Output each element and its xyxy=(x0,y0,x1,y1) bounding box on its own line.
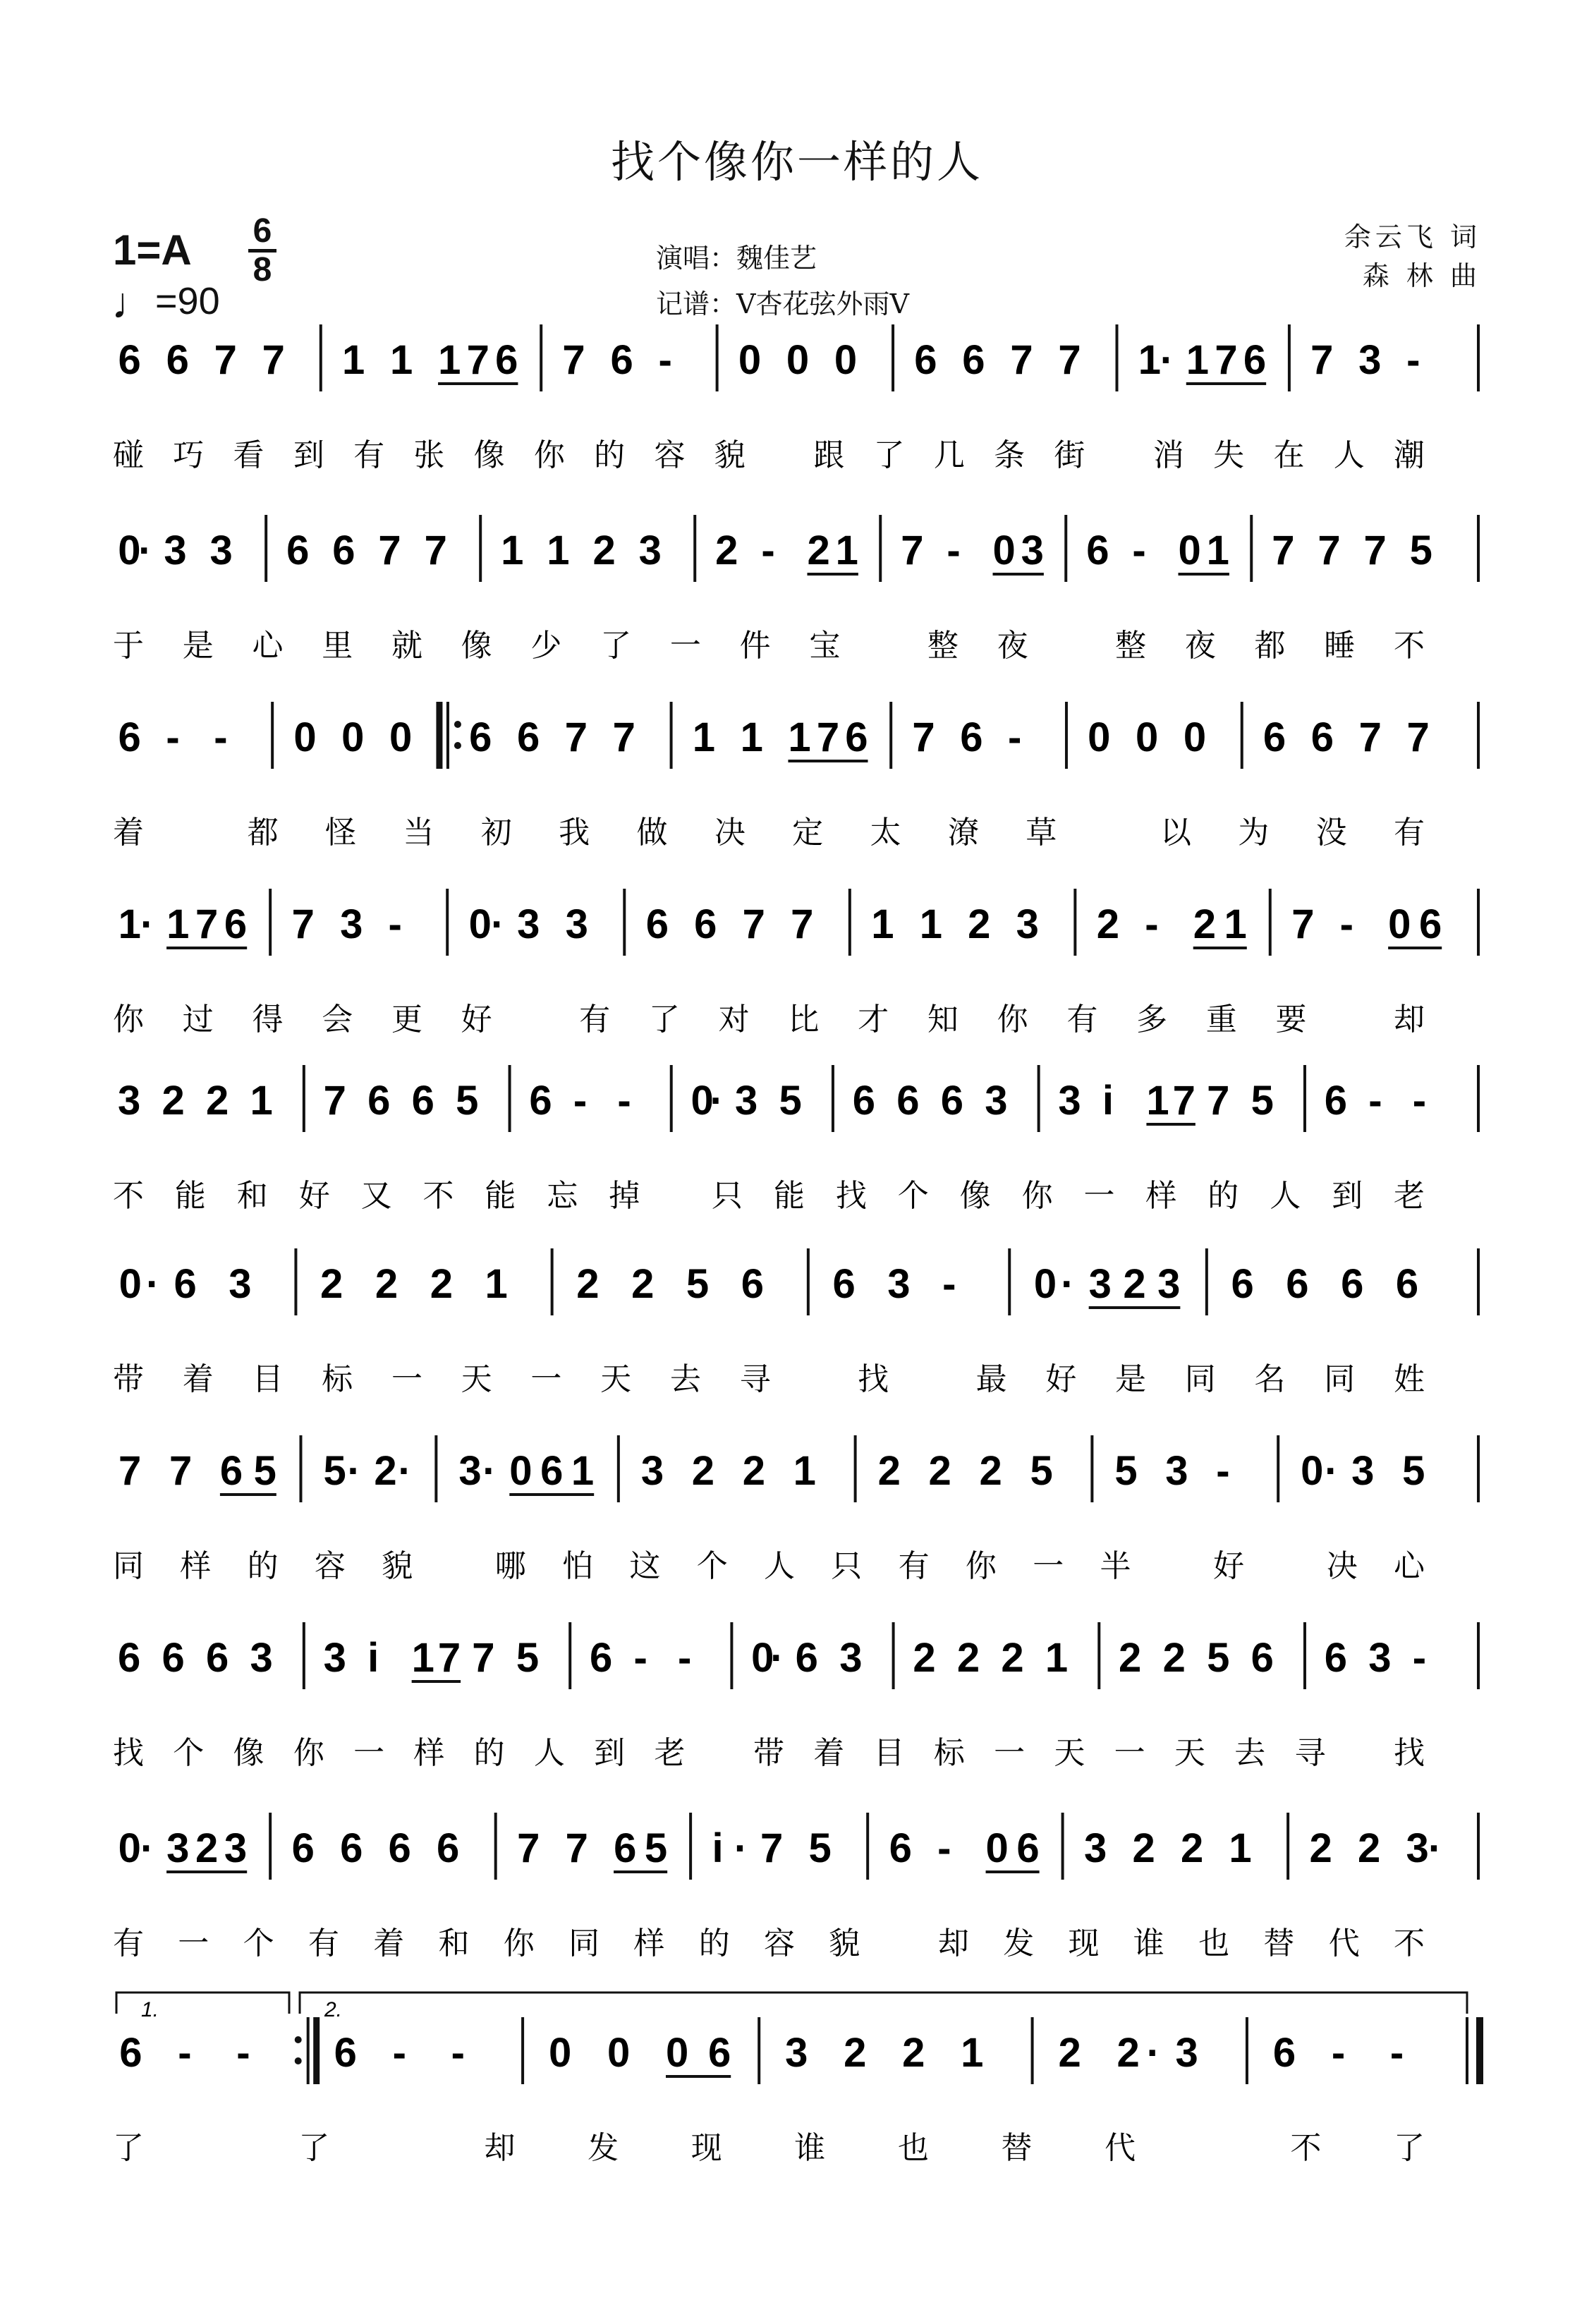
note-group: 6 xyxy=(1263,714,1286,760)
note-group: 1· xyxy=(118,901,154,947)
note-group: 7 xyxy=(118,1448,142,1494)
note-group: 0 xyxy=(1183,714,1207,760)
note-group: 6 xyxy=(940,1078,963,1124)
note-group: - xyxy=(1389,2030,1404,2076)
note-group: 6 xyxy=(205,1635,229,1681)
note-group: 3 xyxy=(1175,2030,1198,2076)
note-group: 21 xyxy=(1193,901,1247,947)
volta-brackets xyxy=(116,1993,1467,2021)
note-group: 1· xyxy=(1138,337,1174,383)
note-group: 2 xyxy=(928,1448,951,1494)
note-group: 6 xyxy=(795,1635,818,1681)
lyrics-line: 碰巧看到有张像你的容貌 跟了几条街 消失在人潮 xyxy=(113,437,1425,473)
note-group: 3 xyxy=(1016,901,1039,947)
note-group: 0· xyxy=(118,528,152,573)
note-group: 6 xyxy=(1272,2030,1296,2076)
note-group: - xyxy=(1368,1078,1382,1124)
score-row xyxy=(113,2017,1480,2166)
note-group: 6 xyxy=(896,1078,920,1124)
note-group: 0· xyxy=(118,1261,160,1307)
note-group: 6 xyxy=(118,337,141,383)
note-group: 6 xyxy=(694,901,717,947)
note-group: - xyxy=(1145,901,1159,947)
note-group: 2 xyxy=(592,528,616,573)
note-group: 061 xyxy=(509,1448,595,1494)
time-signature-bottom: 8 xyxy=(253,251,272,288)
note-group: 0 xyxy=(293,714,317,760)
note-group: 7 xyxy=(1010,337,1033,383)
note-group: - xyxy=(678,1635,692,1681)
note-group: 2 xyxy=(1309,1825,1332,1871)
note-group: 7 xyxy=(517,1825,540,1871)
note-group: 7 xyxy=(378,528,401,573)
note-group: - xyxy=(166,714,180,760)
note-group: 176 xyxy=(438,337,518,383)
note-group: 3 xyxy=(887,1261,911,1307)
note-group: - xyxy=(617,1078,631,1124)
note-group: 2· xyxy=(1117,2030,1160,2076)
note-group: 7 xyxy=(1406,714,1430,760)
note-group: 1 xyxy=(485,1261,508,1307)
note-group: 2 xyxy=(844,2030,867,2076)
note-group: 06 xyxy=(1388,901,1442,947)
note-group: 2 xyxy=(902,2030,925,2076)
note-group: 3 xyxy=(1368,1635,1392,1681)
note-group: 3 xyxy=(640,1448,664,1494)
note-group: 6 xyxy=(962,337,985,383)
note-group: 0 xyxy=(786,337,810,383)
score-row xyxy=(113,889,1478,1038)
note-group: 6 xyxy=(914,337,937,383)
note-group: 6 xyxy=(118,714,141,760)
note-group: 6 xyxy=(340,1825,363,1871)
note-group: 2 xyxy=(205,1078,229,1124)
note-group: 6 xyxy=(174,1261,197,1307)
note-group: 6 xyxy=(119,2030,142,2076)
note-group: 7 xyxy=(562,337,585,383)
note-group: 6 xyxy=(1395,1261,1419,1307)
note-group: 7 xyxy=(760,1825,784,1871)
note-group: 2 xyxy=(979,1448,1002,1494)
note-group: 2 xyxy=(742,1448,765,1494)
note-group: 1 xyxy=(1045,1635,1069,1681)
note-group: 6 xyxy=(117,1635,141,1681)
note-group: 7 xyxy=(1318,528,1341,573)
note-group: 6 xyxy=(291,1825,315,1871)
note-group: 7 xyxy=(1310,337,1334,383)
note-group: 2 xyxy=(1180,1825,1204,1871)
note-group: - xyxy=(1008,714,1022,760)
note-group: i xyxy=(1102,1078,1114,1124)
note-group: 3 xyxy=(1351,1448,1375,1494)
note-group: 7 xyxy=(742,901,765,947)
note-group: 7 xyxy=(612,714,635,760)
repeat-dot xyxy=(295,2057,302,2064)
time-signature-top: 6 xyxy=(253,212,272,250)
note-group: 7 xyxy=(424,528,447,573)
note-group: 6 xyxy=(1086,528,1109,573)
note-group: 5 xyxy=(516,1635,540,1681)
note-group: 7 xyxy=(564,714,588,760)
note-group: 6 xyxy=(889,1825,912,1871)
note-group: 2 xyxy=(913,1635,936,1681)
lyrics-line: 了 了 却发现谁也替代 不了 xyxy=(113,2130,1425,2166)
note-group: 0· xyxy=(118,1825,154,1871)
note-group: 1 xyxy=(740,714,763,760)
note-group: 1 xyxy=(871,901,894,947)
note-group: 2 xyxy=(1001,1635,1024,1681)
note-group: 1 xyxy=(547,528,570,573)
note-group: - xyxy=(942,1261,956,1307)
composer-credit: 森 林 曲 xyxy=(1362,260,1481,291)
note-group: 0· xyxy=(751,1635,784,1681)
repeat-dot xyxy=(454,721,461,728)
note-group: 2 xyxy=(1058,2030,1081,2076)
note-group: 6 xyxy=(469,714,492,760)
score-row xyxy=(113,702,1478,851)
note-group: 3 xyxy=(340,901,363,947)
note-group: - xyxy=(1339,901,1353,947)
note-group: - xyxy=(633,1635,647,1681)
note-group: 0· xyxy=(1033,1261,1075,1307)
note-group: 2 xyxy=(877,1448,901,1494)
note-group: 1 xyxy=(793,1448,816,1494)
note-group: - xyxy=(451,2030,465,2076)
note-group: 176 xyxy=(788,714,868,760)
note-group: 0 xyxy=(1135,714,1159,760)
score-row xyxy=(113,1813,1478,1961)
note-group: 1 xyxy=(501,528,524,573)
note-group: 6 xyxy=(166,337,189,383)
repeat-dot xyxy=(295,2036,302,2043)
note-group: - xyxy=(1216,1448,1230,1494)
volta-label-second: 2. xyxy=(324,1998,343,2021)
note-group: 6 xyxy=(832,1261,856,1307)
note-group: 6 xyxy=(1324,1635,1348,1681)
note-group: 6 xyxy=(960,714,983,760)
note-group: 176 xyxy=(166,901,248,947)
score-row xyxy=(113,1065,1478,1214)
note-group: 323 xyxy=(1088,1261,1181,1307)
note-group: 0 xyxy=(834,337,858,383)
song-title: 找个像你一样的人 xyxy=(610,136,983,188)
note-group: 5 xyxy=(779,1078,802,1124)
note-group: 7 xyxy=(901,528,924,573)
lyrics-line: 带着目标一天一天去寻 找 最好是同名同姓 xyxy=(113,1361,1425,1397)
note-group: - xyxy=(658,337,672,383)
note-group: 3· xyxy=(1406,1825,1442,1871)
note-group: - xyxy=(1132,528,1146,573)
note-group: 2 xyxy=(1119,1635,1142,1681)
note-group: 6 xyxy=(286,528,310,573)
note-group: 5 xyxy=(1114,1448,1138,1494)
note-group: 6 xyxy=(589,1635,613,1681)
note-group: 6 xyxy=(437,1825,460,1871)
note-group: 6 xyxy=(1231,1261,1254,1307)
note-group: 1 xyxy=(919,901,942,947)
note-group: 0 xyxy=(1088,714,1111,760)
note-group: 7 xyxy=(1358,714,1382,760)
note-group: 2 xyxy=(631,1261,655,1307)
score-row xyxy=(113,515,1478,664)
note-group: 7 xyxy=(262,337,285,383)
note-group: - xyxy=(761,528,775,573)
note-group: - xyxy=(214,714,228,760)
note-group: 0 xyxy=(548,2030,572,2076)
note-group: 6 xyxy=(1251,1635,1274,1681)
note-group: 5 xyxy=(1409,528,1432,573)
note-group: 3 xyxy=(1058,1078,1081,1124)
note-group: 6 xyxy=(1341,1261,1364,1307)
note-group: 3 xyxy=(985,1078,1008,1124)
note-group: 2 xyxy=(691,1448,715,1494)
note-group: 2 xyxy=(430,1261,453,1307)
note-group: - xyxy=(947,528,961,573)
note-group: 17 xyxy=(1146,1078,1196,1124)
note-group: 3 xyxy=(117,1078,141,1124)
note-group: 3 xyxy=(1165,1448,1188,1494)
note-group: 7 xyxy=(1272,528,1295,573)
note-group: 5 xyxy=(1207,1635,1230,1681)
note-group: 5 xyxy=(1251,1078,1274,1124)
lyrics-line: 你过得会更好 有了对比才知你有多重要 却 xyxy=(113,1002,1425,1038)
note-group: 6 xyxy=(411,1078,434,1124)
note-group: 2 xyxy=(956,1635,980,1681)
note-group: 2 xyxy=(968,901,991,947)
note-group: 01 xyxy=(1178,528,1229,573)
lyrics-line: 同样的容貌 哪怕这个人只有你一半 好 决心 xyxy=(113,1548,1425,1584)
note-group: 6 xyxy=(334,2030,357,2076)
note-group: 2 xyxy=(375,1261,399,1307)
note-group: 7 xyxy=(1363,528,1387,573)
note-group: 0· xyxy=(690,1078,724,1124)
lyrics-line: 找个像你一样的人到老 带着目标一天一天去寻 找 xyxy=(113,1735,1425,1771)
note-group: 3 xyxy=(785,2030,808,2076)
note-group: 7 xyxy=(1058,337,1081,383)
note-group: - xyxy=(392,2030,406,2076)
note-group: 2 xyxy=(715,528,738,573)
note-group: 3· xyxy=(458,1448,497,1494)
note-group: 6 xyxy=(529,1078,552,1124)
note-group: 3 xyxy=(323,1635,346,1681)
score-row xyxy=(113,324,1478,473)
note-group: 7 xyxy=(912,714,935,760)
lyrics-line: 不能和好又不能忘掉 只能找个像你一样的人到老 xyxy=(113,1178,1425,1214)
note-group: 3 xyxy=(839,1635,863,1681)
note-group: 6 xyxy=(1324,1078,1348,1124)
tempo-value: =90 xyxy=(155,280,220,322)
note-group: 5 xyxy=(456,1078,479,1124)
note-group: 3 xyxy=(517,901,540,947)
note-group: 6 xyxy=(162,1635,185,1681)
note-group: 6 xyxy=(852,1078,875,1124)
note-group: 65 xyxy=(614,1825,668,1871)
score-row xyxy=(113,1435,1478,1584)
note-group: 06 xyxy=(665,2030,731,2076)
note-group: 06 xyxy=(985,1825,1040,1871)
note-group: 3 xyxy=(164,528,187,573)
note-group: - xyxy=(937,1825,951,1871)
note-group: 3 xyxy=(565,901,588,947)
note-group: 5 xyxy=(1402,1448,1425,1494)
note-group: 2 xyxy=(1358,1825,1381,1871)
note-group: 2· xyxy=(374,1448,412,1494)
note-group: 3 xyxy=(735,1078,758,1124)
note-group: 7 xyxy=(323,1078,346,1124)
note-group: 7 xyxy=(1207,1078,1230,1124)
note-group: 0 xyxy=(738,337,762,383)
transcriber-credit: 记谱：V杏花弦外雨V xyxy=(656,288,909,320)
note-group: - xyxy=(1406,337,1420,383)
note-group: 7 xyxy=(472,1635,495,1681)
note-group: - xyxy=(573,1078,588,1124)
quarter-note-icon: ♩ xyxy=(111,279,155,328)
note-group: 3 xyxy=(229,1261,252,1307)
lyrics-line: 有一个有着和你同样的容貌 却发现谁也替代不 xyxy=(113,1925,1425,1961)
note-group: 7 xyxy=(214,337,237,383)
singer-credit: 演唱：魏佳艺 xyxy=(656,243,817,274)
note-group: 1 xyxy=(390,337,413,383)
note-group: 0 xyxy=(607,2030,631,2076)
note-group: 7 xyxy=(791,901,814,947)
note-group: 7 xyxy=(291,901,315,947)
note-group: 2 xyxy=(320,1261,343,1307)
note-group: i xyxy=(367,1635,379,1681)
note-group: 3 xyxy=(638,528,662,573)
note-group: 21 xyxy=(807,528,858,573)
note-group: 7 xyxy=(1291,901,1315,947)
note-group: - xyxy=(388,901,402,947)
note-group: 1 xyxy=(961,2030,984,2076)
note-group: 2 xyxy=(162,1078,185,1124)
note-group: 1 xyxy=(692,714,716,760)
note-group: - xyxy=(1331,2030,1346,2076)
note-group: 6 xyxy=(645,901,669,947)
note-group: 6 xyxy=(610,337,633,383)
note-group: 2 xyxy=(576,1261,600,1307)
note-group: 0· xyxy=(468,901,505,947)
note-group: 7 xyxy=(565,1825,588,1871)
note-group: 0 xyxy=(389,714,413,760)
lyrics-line: 于是心里就像少了一件宝 整夜 整夜都睡不 xyxy=(113,628,1425,664)
note-group: 6 xyxy=(516,714,540,760)
note-group: 0 xyxy=(341,714,365,760)
note-group: 5 xyxy=(686,1261,710,1307)
note-group: - xyxy=(178,2030,192,2076)
note-group: 6 xyxy=(388,1825,411,1871)
note-group: 6 xyxy=(741,1261,764,1307)
note-group: 2 xyxy=(1132,1825,1155,1871)
note-group: 17 xyxy=(411,1635,461,1681)
volta-bracket-second xyxy=(300,1993,1467,2014)
note-group: 3 xyxy=(209,528,233,573)
note-group: 65 xyxy=(219,1448,276,1494)
lyrics-line: 着 都怪当初我做决定太潦草 以为没有 xyxy=(113,815,1425,851)
note-group: 6 xyxy=(1286,1261,1309,1307)
note-group: 1 xyxy=(342,337,365,383)
note-group: 2 xyxy=(1096,901,1120,947)
score-row xyxy=(113,1622,1478,1771)
note-group: i· xyxy=(712,1825,748,1871)
volta-label-first: 1. xyxy=(141,1998,159,2021)
note-group: 5 xyxy=(808,1825,832,1871)
note-group: 03 xyxy=(992,528,1044,573)
note-group: 7 xyxy=(169,1448,193,1494)
lyricist-credit: 余云飞 词 xyxy=(1344,221,1481,253)
note-group: 323 xyxy=(166,1825,248,1871)
note-group: - xyxy=(1412,1078,1427,1124)
note-group: 6 xyxy=(332,528,355,573)
note-group: 176 xyxy=(1186,337,1267,383)
note-group: 1 xyxy=(250,1078,273,1124)
note-group: 0· xyxy=(1301,1448,1339,1494)
note-group: 3 xyxy=(250,1635,273,1681)
note-group: 2 xyxy=(1162,1635,1186,1681)
note-group: 6 xyxy=(367,1078,391,1124)
note-group: 5· xyxy=(323,1448,361,1494)
key-signature: 1=A xyxy=(113,226,192,274)
repeat-dot xyxy=(454,742,461,749)
note-group: 3 xyxy=(1358,337,1382,383)
note-group: 5 xyxy=(1030,1448,1053,1494)
note-group: - xyxy=(236,2030,250,2076)
note-group: - xyxy=(1412,1635,1427,1681)
note-group: 1 xyxy=(1229,1825,1252,1871)
note-group: 3 xyxy=(1084,1825,1107,1871)
note-group: 6 xyxy=(1310,714,1334,760)
score-row xyxy=(113,1248,1478,1397)
